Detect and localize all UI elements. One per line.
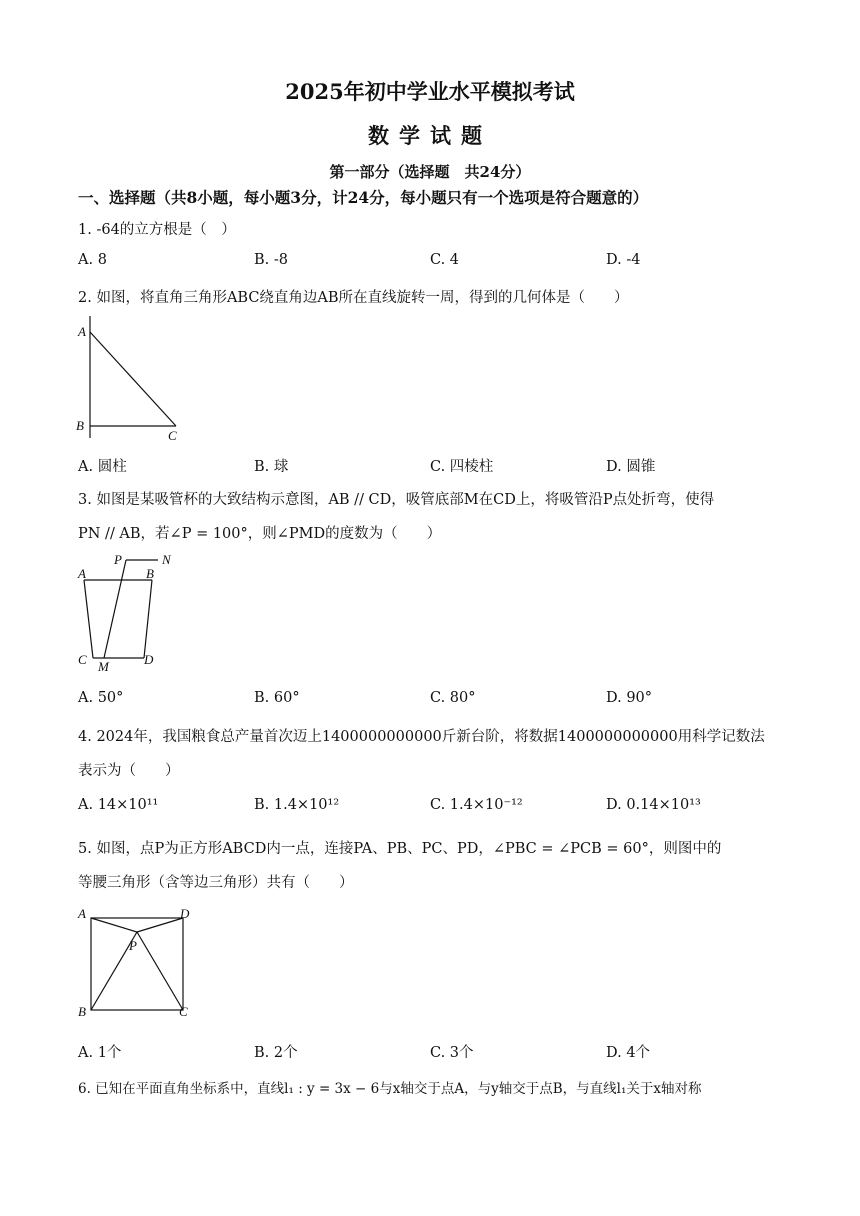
question-2-option-c: C. 四棱柱 — [430, 459, 494, 475]
label-p: P — [114, 552, 122, 567]
question-1-stem: 1. -64的立方根是（ ） — [78, 222, 236, 238]
label-a: A — [78, 906, 86, 921]
label-b: B — [146, 566, 154, 581]
question-3-option-a: A. 50° — [78, 690, 124, 706]
label-c: C — [168, 428, 177, 443]
question-2-option-d: D. 圆锥 — [606, 459, 656, 475]
question-1-option-a: A. 8 — [78, 252, 107, 268]
question-5-option-c: C. 3个 — [430, 1045, 474, 1061]
question-5-option-b: B. 2个 — [254, 1045, 298, 1061]
exam-title: 2025年初中学业水平模拟考试 — [285, 79, 575, 104]
label-d: D — [144, 652, 154, 667]
question-5-stem-line-1: 5. 如图，点P为正方形ABCD内一点，连接PA、PB、PC、PD，∠PBC = ∠PCB = 60°，则图中的 — [78, 841, 722, 857]
question-3-option-d: D. 90° — [606, 690, 653, 706]
question-4-stem-line-1: 4. 2024年，我国粮食总产量首次迈上1400000000000斤新台阶，将数据1400000000000用科学记数法 — [78, 729, 765, 745]
question-2-stem: 2. 如图，将直角三角形ABC绕直角边AB所在直线旋转一周，得到的几何体是（ ） — [78, 290, 629, 306]
question-4-option-d: D. 0.14×10¹³ — [606, 797, 701, 813]
label-m: M — [98, 659, 109, 674]
question-3-stem-line-2: PN // AB，若∠P = 100°，则∠PMD的度数为（ ） — [78, 526, 442, 542]
question-4-option-c: C. 1.4×10⁻¹² — [430, 797, 523, 813]
question-3-option-c: C. 80° — [430, 690, 476, 706]
label-n: N — [162, 552, 171, 567]
question-3-figure — [74, 550, 184, 676]
part-heading: 第一部分（选择题 共24分） — [329, 163, 531, 181]
label-c: C — [179, 1004, 188, 1019]
question-4-option-b: B. 1.4×10¹² — [254, 797, 340, 813]
section-heading: 一、选择题（共8小题，每小题3分，计24分，每小题只有一个选项是符合题意的） — [78, 188, 649, 207]
question-5-figure — [74, 902, 198, 1022]
question-1-option-c: C. 4 — [430, 252, 460, 268]
question-4-option-a: A. 14×10¹¹ — [78, 797, 159, 813]
question-5-option-a: A. 1个 — [78, 1045, 122, 1061]
question-4-stem-line-2: 表示为（ ） — [78, 763, 180, 779]
question-1-option-d: D. -4 — [606, 252, 641, 268]
label-c: C — [78, 652, 87, 667]
label-b: B — [78, 1004, 86, 1019]
label-b: B — [76, 418, 84, 433]
question-2-option-b: B. 球 — [254, 459, 289, 475]
question-3-stem-line-1: 3. 如图是某吸管杯的大致结构示意图，AB // CD，吸管底部M在CD上，将吸管沿P点处折弯，使得 — [78, 492, 715, 508]
question-5-option-d: D. 4个 — [606, 1045, 651, 1061]
question-1-option-b: B. -8 — [254, 252, 288, 268]
question-3-option-b: B. 60° — [254, 690, 300, 706]
question-2-option-a: A. 圆柱 — [78, 459, 127, 475]
label-a: A — [78, 324, 86, 339]
question-5-stem-line-2: 等腰三角形（含等边三角形）共有（ ） — [78, 875, 354, 891]
exam-subtitle: 数学试题 — [368, 123, 492, 148]
label-a: A — [78, 566, 86, 581]
label-d: D — [180, 906, 190, 921]
question-2-figure — [74, 310, 194, 446]
question-6-stem: 6. 已知在平面直角坐标系中，直线l₁ : y = 3x − 6与x轴交于点A，与y轴交于点B，与直线l₁关于x轴对称 — [78, 1081, 702, 1097]
label-p: P — [129, 938, 137, 953]
